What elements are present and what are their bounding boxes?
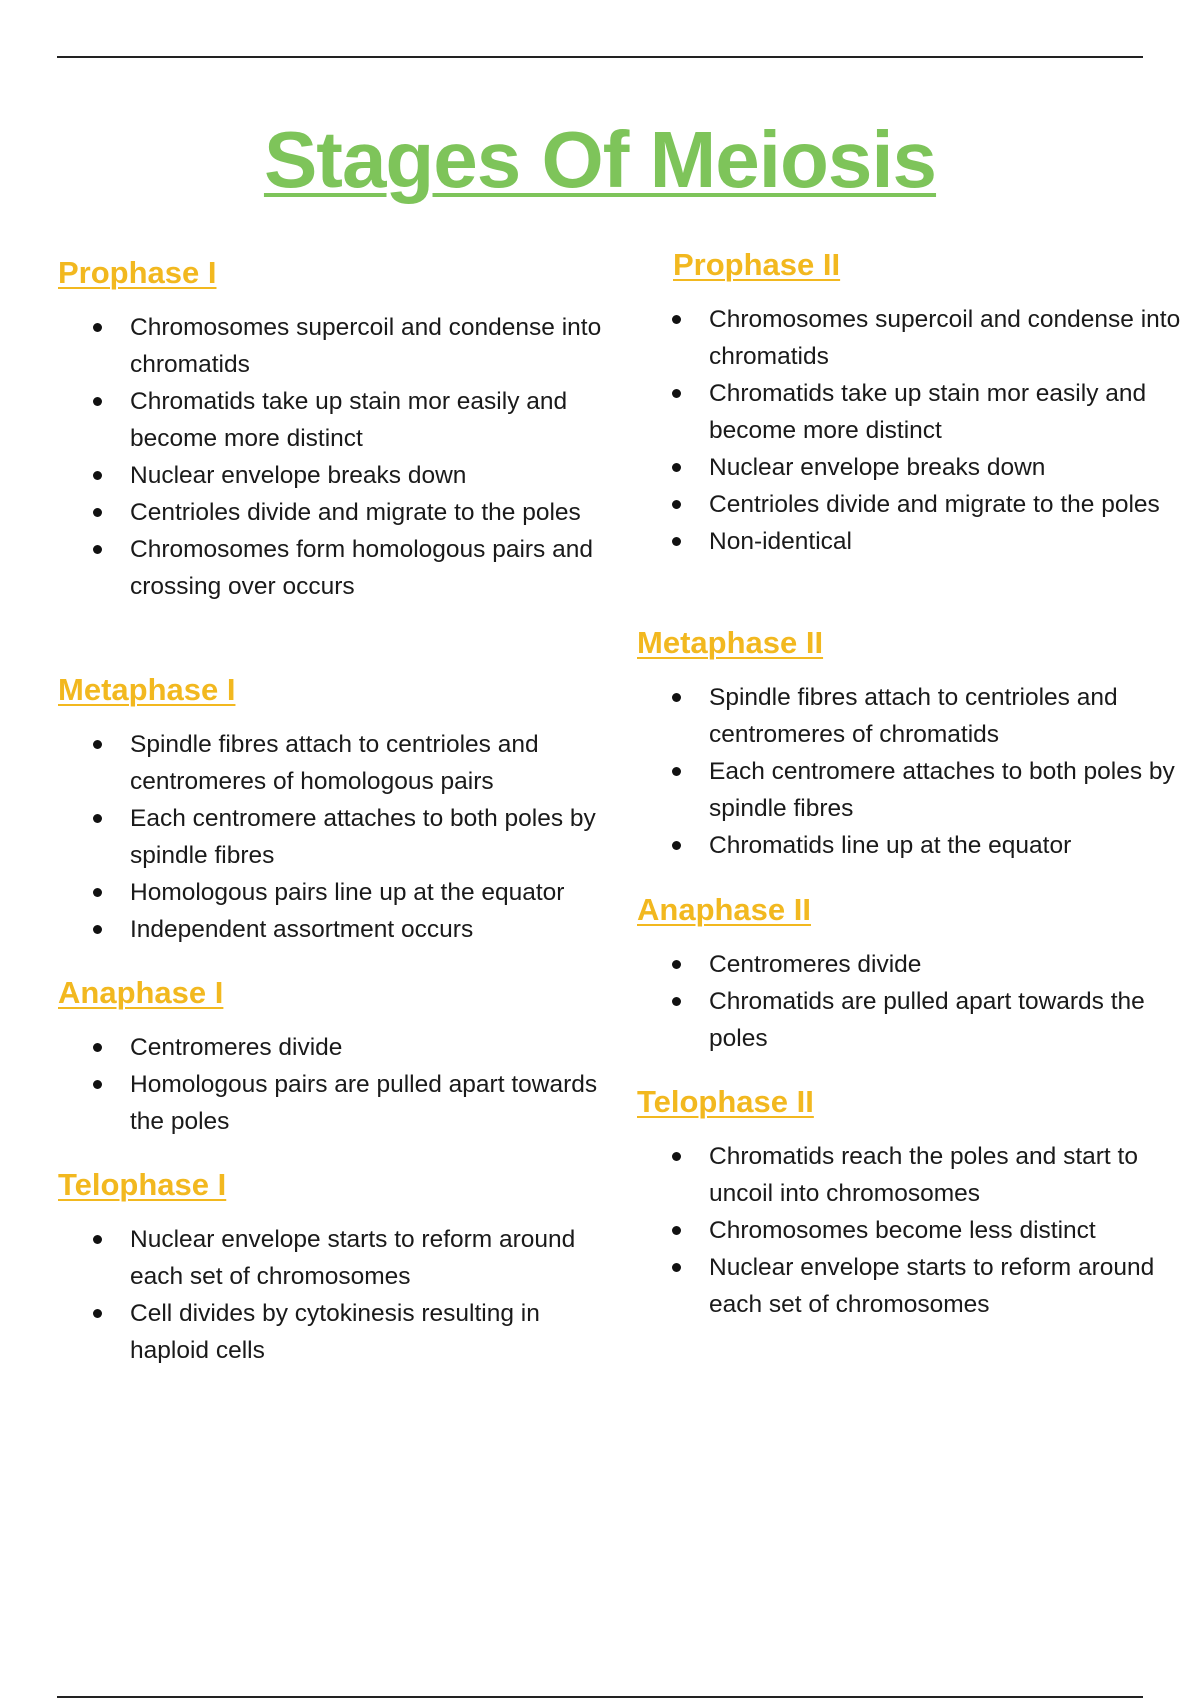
bullet-item (58, 911, 618, 948)
bullet-item (637, 983, 1197, 1057)
heading-telophase-2: Telophase II (637, 1084, 814, 1119)
bottom-rule (57, 1696, 1143, 1698)
section-telophase-1 (58, 1165, 618, 1369)
bullet-item (637, 523, 1197, 560)
bullet-icon (672, 389, 681, 398)
bullet-item (58, 874, 618, 911)
bullet-text: Chromosomes supercoil and condense into chromatids (130, 314, 602, 378)
bullet-text: Cell divides by cytokinesis resulting in haploid cells (130, 1300, 540, 1364)
bullet-text: Chromatids line up at the equator (709, 832, 1072, 859)
bullet-icon (93, 888, 102, 897)
bullet-text: Nuclear envelope breaks down (130, 462, 467, 489)
bullet-item (58, 726, 618, 800)
bullet-text: Chromosomes become less distinct (709, 1217, 1096, 1244)
bullet-item (58, 800, 618, 874)
list-anaphase-2 (637, 946, 1197, 1057)
bullet-icon (672, 841, 681, 850)
bullet-icon (672, 463, 681, 472)
bullet-item (58, 531, 618, 605)
bullet-item (637, 301, 1197, 375)
bullet-text: Spindle fibres attach to centrioles and centromeres of chromatids (709, 684, 1118, 748)
bullet-icon (93, 508, 102, 517)
bullet-text: Chromatids are pulled apart towards the poles (709, 988, 1145, 1052)
bullet-icon (93, 740, 102, 749)
bullet-text: Centromeres divide (130, 1034, 343, 1061)
bullet-icon (93, 545, 102, 554)
bullet-text: Chromatids take up stain mor easily and become more distinct (709, 380, 1147, 444)
bullet-text: Each centromere attaches to both poles by spindle fibres (130, 805, 596, 869)
bullet-text: Spindle fibres attach to centrioles and centromeres of homologous pairs (130, 731, 539, 795)
list-metaphase-2 (637, 679, 1197, 864)
section-prophase-2 (637, 245, 1197, 560)
section-metaphase-2 (637, 623, 1197, 864)
list-telophase-1 (58, 1221, 618, 1369)
section-metaphase-1 (58, 670, 618, 948)
bullet-icon (672, 315, 681, 324)
bullet-icon (93, 471, 102, 480)
top-rule (57, 56, 1143, 58)
bullet-icon (93, 397, 102, 406)
bullet-text: Nuclear envelope starts to reform around each set of chromosomes (130, 1226, 576, 1290)
heading-anaphase-1: Anaphase I (58, 975, 224, 1010)
bullet-item (637, 753, 1197, 827)
heading-anaphase-2: Anaphase II (637, 892, 811, 927)
bullet-item (637, 946, 1197, 983)
list-prophase-2 (637, 301, 1197, 560)
list-metaphase-1 (58, 726, 618, 948)
bullet-icon (93, 1235, 102, 1244)
bullet-icon (672, 960, 681, 969)
bullet-item (637, 679, 1197, 753)
bullet-text: Chromatids take up stain mor easily and become more distinct (130, 388, 568, 452)
bullet-item (58, 1295, 618, 1369)
bullet-item (58, 1221, 618, 1295)
bullet-icon (93, 814, 102, 823)
bullet-item (637, 827, 1197, 864)
bullet-text: Nuclear envelope starts to reform around each set of chromosomes (709, 1254, 1155, 1318)
bullet-icon (93, 1309, 102, 1318)
heading-metaphase-2: Metaphase II (637, 625, 824, 660)
bullet-icon (93, 925, 102, 934)
bullet-text: Homologous pairs line up at the equator (130, 879, 565, 906)
heading-prophase-1: Prophase I (58, 255, 217, 290)
bullet-icon (672, 1152, 681, 1161)
bullet-item (58, 1029, 618, 1066)
list-prophase-1 (58, 309, 618, 605)
bullet-icon (672, 1263, 681, 1272)
bullet-text: Nuclear envelope breaks down (709, 454, 1046, 481)
bullet-text: Each centromere attaches to both poles by spindle fibres (709, 758, 1175, 822)
bullet-item (58, 457, 618, 494)
bullet-text: Chromosomes form homologous pairs and crossing over occurs (130, 536, 593, 600)
section-prophase-1 (58, 253, 618, 605)
heading-metaphase-1: Metaphase I (58, 672, 236, 707)
list-anaphase-1 (58, 1029, 618, 1140)
section-telophase-2 (637, 1082, 1197, 1323)
bullet-icon (672, 767, 681, 776)
bullet-text: Non-identical (709, 528, 852, 555)
bullet-item (637, 1249, 1197, 1323)
bullet-text: Independent assortment occurs (130, 916, 474, 943)
bullet-icon (93, 323, 102, 332)
bullet-icon (672, 693, 681, 702)
bullet-item (637, 1138, 1197, 1212)
bullet-item (637, 375, 1197, 449)
section-anaphase-1 (58, 973, 618, 1140)
bullet-icon (93, 1080, 102, 1089)
bullet-item (58, 383, 618, 457)
bullet-text: Chromosomes supercoil and condense into chromatids (709, 306, 1181, 370)
bullet-item (58, 309, 618, 383)
bullet-item (58, 494, 618, 531)
page-title-text: Stages Of Meiosis (263, 114, 937, 204)
bullet-icon (672, 500, 681, 509)
bullet-item (637, 449, 1197, 486)
heading-telophase-1: Telophase I (58, 1167, 227, 1202)
bullet-text: Centromeres divide (709, 951, 922, 978)
bullet-text: Homologous pairs are pulled apart towards the poles (130, 1071, 598, 1135)
section-anaphase-2 (637, 890, 1197, 1057)
bullet-icon (672, 537, 681, 546)
bullet-text: Centrioles divide and migrate to the poles (130, 499, 581, 526)
bullet-item (58, 1066, 618, 1140)
bullet-icon (93, 1043, 102, 1052)
bullet-icon (672, 997, 681, 1006)
bullet-text: Chromatids reach the poles and start to uncoil into chromosomes (709, 1143, 1138, 1207)
list-telophase-2 (637, 1138, 1197, 1323)
bullet-icon (672, 1226, 681, 1235)
bullet-item (637, 486, 1197, 523)
bullet-item (637, 1212, 1197, 1249)
heading-prophase-2: Prophase II (673, 247, 841, 282)
page-title (0, 110, 1200, 210)
bullet-text: Centrioles divide and migrate to the poles (709, 491, 1160, 518)
